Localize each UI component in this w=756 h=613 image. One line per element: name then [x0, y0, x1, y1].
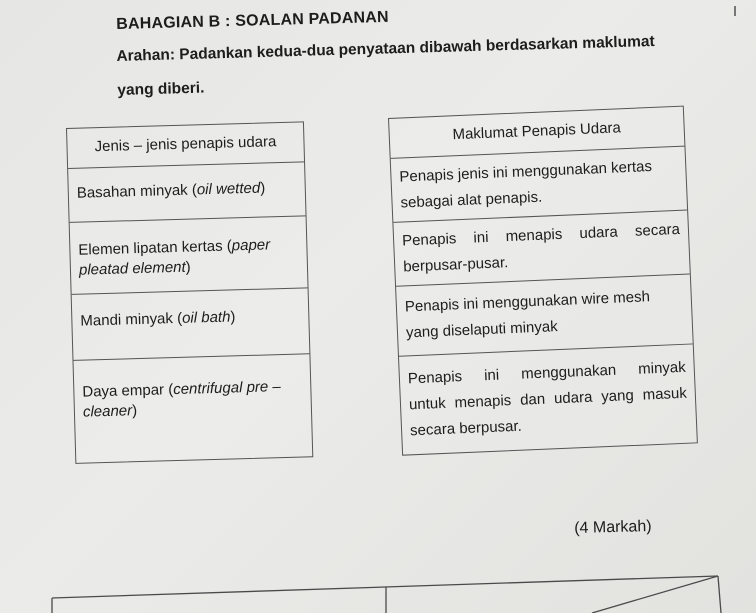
filter-info-row	[396, 274, 693, 356]
answer-box-diagonal	[592, 576, 718, 613]
section-title: BAHAGIAN B : SOALAN PADANAN	[116, 8, 390, 33]
paper-mark	[734, 6, 736, 16]
filter-info-line: sebagai alat penapis.	[400, 188, 543, 212]
instruction-text	[116, 24, 678, 108]
filter-info-line: Penapis ini menggunakan minyak	[407, 358, 687, 388]
filter-info-row	[399, 344, 697, 454]
filter-info-line: Penapis ini menapis udara secara	[401, 220, 681, 250]
filter-type-close: )	[230, 308, 236, 326]
filter-info-table	[388, 106, 698, 456]
filter-info-line: secara berpusar.	[409, 417, 523, 440]
filter-info-line: yang diselaputi minyak	[405, 318, 559, 342]
filter-type-close: )	[131, 402, 138, 420]
filter-type-name: Basahan minyak (	[76, 181, 198, 202]
filter-info-line: Penapis jenis ini menggunakan kertas	[399, 157, 653, 186]
filter-info-header: Maklumat Penapis Udara	[389, 107, 684, 159]
answer-box-border	[0, 560, 756, 613]
filter-type-english: centrifugal pre – cleaner	[82, 378, 281, 421]
filter-type-english: paper pleatad element	[78, 236, 271, 279]
filter-types-header: Jenis – jenis penapis udara	[67, 122, 304, 169]
filter-type-row	[68, 162, 305, 223]
answer-box-right-line	[718, 576, 721, 613]
filter-type-name: Daya empar (	[82, 381, 174, 401]
filter-type-name: Elemen lipatan kertas (	[78, 237, 233, 259]
filter-type-close: )	[185, 258, 191, 276]
filter-types-table	[66, 121, 313, 464]
filter-type-english: oil bath	[181, 308, 231, 327]
filter-type-name: Mandi minyak (	[80, 309, 183, 330]
instruction-line-2: yang diberi.	[117, 79, 205, 99]
filter-type-row	[70, 216, 308, 295]
answer-box-top-line	[52, 576, 718, 598]
filter-type-row	[72, 288, 310, 361]
instruction-line-1: Arahan: Padankan kedua-dua penyataan dibawah berdasarkan maklumat	[116, 32, 655, 65]
filter-info-line: untuk menapis dan udara yang masuk	[408, 384, 688, 414]
filter-type-english: oil wetted	[196, 179, 261, 199]
filter-type-row	[74, 354, 313, 463]
marks-label: (4 Markah)	[574, 517, 652, 537]
filter-type-close: )	[259, 179, 266, 197]
filter-info-line: Penapis ini menggunakan wire mesh	[404, 288, 651, 316]
filter-info-line: berpusar-pusar.	[402, 254, 509, 276]
